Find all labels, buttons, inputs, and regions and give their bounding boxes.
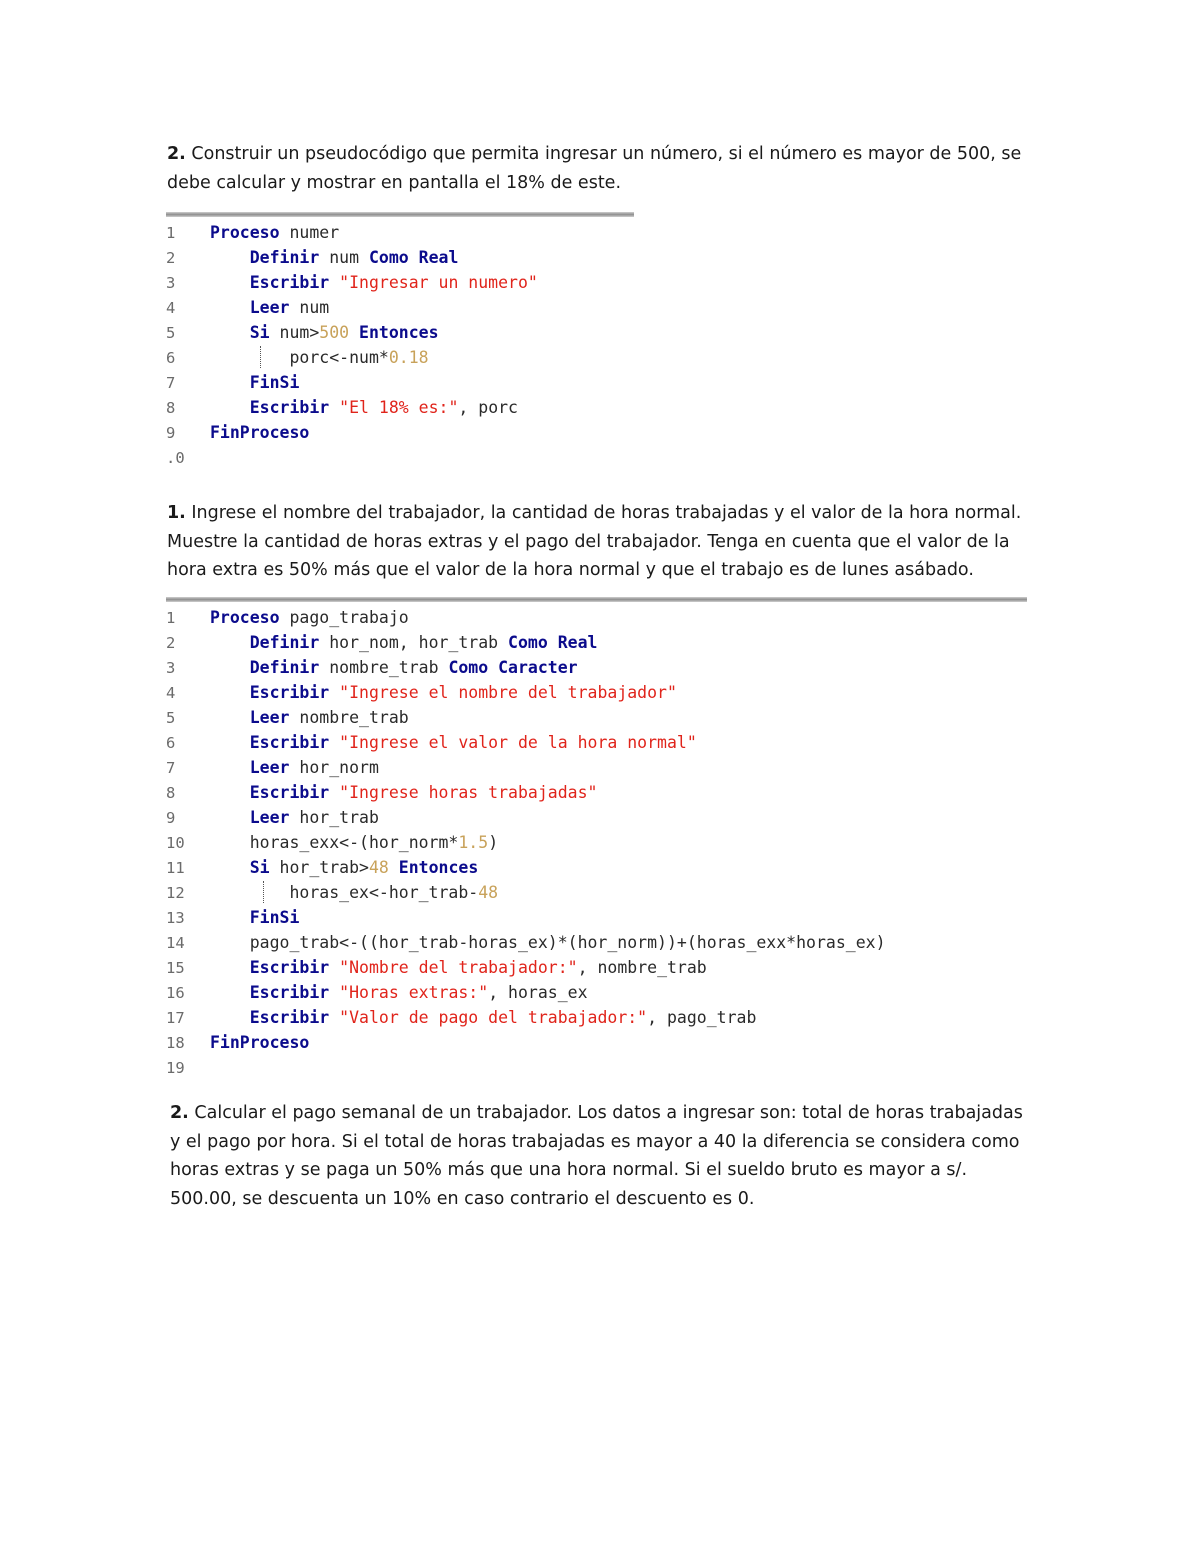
code-block-top-border (166, 212, 634, 217)
line-number: 4 (166, 299, 176, 317)
indent-guide (263, 881, 264, 903)
code-text: ) (488, 833, 499, 852)
code-keyword: Proceso (210, 608, 280, 627)
code-text: , nombre_trab (577, 958, 707, 977)
line-number: 14 (166, 934, 185, 952)
code-line (166, 680, 1027, 705)
code-string: "El 18% es:" (339, 398, 459, 417)
code-keyword: Leer (249, 808, 290, 827)
line-number: 9 (166, 424, 176, 442)
code-text: numer (279, 223, 340, 242)
code-keyword: Proceso (210, 223, 280, 242)
code-string: "Valor de pago del trabajador:" (339, 1008, 648, 1027)
code-keyword: Leer (249, 758, 290, 777)
code-line (166, 420, 634, 445)
code-line (166, 605, 1027, 630)
code-text (210, 858, 250, 877)
exercise-number: 1. (167, 503, 186, 523)
code-text (210, 983, 250, 1002)
code-line (166, 730, 1027, 755)
code-block-pago-trabajo (166, 597, 1027, 1080)
code-keyword: FinSi (249, 373, 300, 392)
line-number: 15 (166, 959, 185, 977)
code-line (166, 1005, 1027, 1030)
code-line (166, 345, 634, 370)
line-number: 10 (166, 834, 185, 852)
line-number: 18 (166, 1034, 185, 1052)
code-keyword: Si (249, 323, 270, 342)
code-line (166, 980, 1027, 1005)
code-line (166, 445, 634, 470)
code-line (166, 245, 634, 270)
code-keyword: Escribir (249, 783, 330, 802)
code-text: pago_trabajo (279, 608, 409, 627)
exercise-2b-statement (170, 1099, 1032, 1213)
code-text: hor_trab (289, 808, 379, 827)
indent-guide (260, 346, 261, 368)
line-number: 8 (166, 399, 176, 417)
code-line (166, 395, 634, 420)
code-keyword: Escribir (249, 958, 330, 977)
code-line (166, 780, 1027, 805)
exercise-text: Construir un pseudocódigo que permita ingresar un número, si el número es mayor de 500, se debe calcular y mostrar en pantalla el 18% de este. (167, 144, 1022, 193)
code-number: 48 (478, 883, 499, 902)
line-number: 12 (166, 884, 185, 902)
code-line (166, 655, 1027, 680)
code-text (210, 883, 289, 902)
code-line (166, 830, 1027, 855)
code-text (210, 373, 250, 392)
code-text (210, 708, 250, 727)
line-number: 9 (166, 809, 176, 827)
line-number: 16 (166, 984, 185, 1002)
code-text (210, 248, 250, 267)
exercise-number: 2. (167, 144, 186, 164)
line-number: .0 (166, 449, 185, 467)
code-line (166, 755, 1027, 780)
code-keyword: Escribir (249, 273, 330, 292)
code-line (166, 270, 634, 295)
code-text: nombre_trab (289, 708, 409, 727)
code-text (210, 783, 250, 802)
code-text (210, 683, 250, 702)
line-number: 2 (166, 634, 176, 652)
code-text (210, 908, 250, 927)
code-keyword: Escribir (249, 398, 330, 417)
code-keyword: Como Caracter (448, 658, 578, 677)
code-text (210, 733, 250, 752)
code-text (210, 658, 250, 677)
code-string: "Ingrese horas trabajadas" (339, 783, 598, 802)
code-text: hor_trab> (269, 858, 369, 877)
line-number: 5 (166, 324, 176, 342)
exercise-number: 2. (170, 1103, 189, 1123)
code-line (166, 220, 634, 245)
line-number: 3 (166, 659, 176, 677)
code-text (329, 273, 339, 292)
code-text (210, 833, 250, 852)
code-text (210, 633, 250, 652)
code-text (329, 733, 339, 752)
line-number: 4 (166, 684, 176, 702)
code-line (166, 630, 1027, 655)
exercise-text: Ingrese el nombre del trabajador, la cantidad de horas trabajadas y el valor de la hora normal. Muestre la cantidad de horas extras y el pago del trabajador. Tenga en cuenta que el valor de la hora extra es 50% más que el valor de la hora normal y que el trabajo es de lunes asábado. (167, 503, 1022, 580)
code-number: 0.18 (388, 348, 429, 367)
code-text: pago_trab<-((hor_trab-horas_ex)*(hor_norm))+(horas_exx*horas_ex) (249, 933, 886, 952)
code-lines (166, 605, 1027, 1080)
code-text (210, 808, 250, 827)
code-text: num (319, 248, 369, 267)
code-text (329, 398, 339, 417)
code-text (210, 958, 250, 977)
line-number: 3 (166, 274, 176, 292)
code-string: "Nombre del trabajador:" (339, 958, 578, 977)
code-text (210, 348, 289, 367)
code-text: hor_nom, hor_trab (319, 633, 509, 652)
code-text (329, 958, 339, 977)
code-text (210, 1008, 250, 1027)
code-text (210, 298, 250, 317)
line-number: 5 (166, 709, 176, 727)
line-number: 1 (166, 224, 176, 242)
code-line (166, 705, 1027, 730)
code-line (166, 855, 1027, 880)
code-string: "Ingrese el nombre del trabajador" (339, 683, 677, 702)
code-line (166, 295, 634, 320)
line-number: 2 (166, 249, 176, 267)
code-keyword: Como Real (508, 633, 598, 652)
code-text: horas_exx<-(hor_norm* (249, 833, 459, 852)
line-number: 6 (166, 734, 176, 752)
code-text (349, 323, 359, 342)
code-lines (166, 220, 634, 470)
code-line (166, 880, 1027, 905)
code-text: porc<-num* (289, 348, 389, 367)
code-text (210, 933, 250, 952)
code-text: hor_norm (289, 758, 379, 777)
code-keyword: Escribir (249, 733, 330, 752)
code-text (210, 758, 250, 777)
code-string: "Horas extras:" (339, 983, 489, 1002)
code-keyword: Escribir (249, 1008, 330, 1027)
code-line (166, 905, 1027, 930)
code-line (166, 320, 634, 345)
exercise-1-statement (167, 499, 1037, 585)
line-number: 11 (166, 859, 185, 877)
line-number: 17 (166, 1009, 185, 1027)
code-block-numer (166, 212, 634, 470)
code-text (329, 1008, 339, 1027)
code-text (210, 323, 250, 342)
code-keyword: Definir (249, 633, 320, 652)
line-number: 8 (166, 784, 176, 802)
code-keyword: Leer (249, 708, 290, 727)
code-keyword: Entonces (398, 858, 479, 877)
code-line (166, 805, 1027, 830)
code-text: nombre_trab (319, 658, 449, 677)
code-keyword: FinProceso (210, 423, 310, 442)
code-text: num (289, 298, 330, 317)
code-number: 500 (319, 323, 350, 342)
line-number: 7 (166, 759, 176, 777)
code-keyword: Leer (249, 298, 290, 317)
code-text (329, 683, 339, 702)
code-text: , horas_ex (488, 983, 588, 1002)
code-keyword: Como Real (368, 248, 459, 267)
code-keyword: Si (249, 858, 270, 877)
code-number: 1.5 (458, 833, 489, 852)
code-line (166, 370, 634, 395)
code-keyword: Definir (249, 248, 320, 267)
exercise-2-statement (167, 140, 1037, 197)
line-number: 13 (166, 909, 185, 927)
exercise-text: Calcular el pago semanal de un trabajador. Los datos a ingresar son: total de horas trabajadas y el pago por hora. Si el total de horas trabajadas es mayor a 40 la diferencia se considera como horas extras y se paga un 50% más que una hora normal. Si el sueldo bruto es mayor a s/. 500.00, se descuenta un 10% en caso contrario el descuento es 0. (170, 1103, 1023, 1209)
code-text: , porc (458, 398, 518, 417)
code-keyword: FinProceso (210, 1033, 310, 1052)
code-block-top-border (166, 597, 1027, 602)
code-keyword: Escribir (249, 683, 330, 702)
code-text: horas_ex<-hor_trab- (289, 883, 479, 902)
code-text: , pago_trab (647, 1008, 757, 1027)
code-text: num> (269, 323, 320, 342)
line-number: 7 (166, 374, 176, 392)
code-line (166, 955, 1027, 980)
code-text (210, 398, 250, 417)
code-text (210, 273, 250, 292)
code-line (166, 930, 1027, 955)
code-keyword: Escribir (249, 983, 330, 1002)
code-line (166, 1030, 1027, 1055)
code-number: 48 (368, 858, 389, 877)
line-number: 1 (166, 609, 176, 627)
code-string: "Ingresar un numero" (339, 273, 538, 292)
code-keyword: FinSi (249, 908, 300, 927)
code-keyword: Entonces (359, 323, 439, 342)
code-text (329, 783, 339, 802)
code-string: "Ingrese el valor de la hora normal" (339, 733, 697, 752)
line-number: 19 (166, 1059, 185, 1077)
code-line (166, 1055, 1027, 1080)
line-number: 6 (166, 349, 176, 367)
code-text (389, 858, 399, 877)
code-text (329, 983, 339, 1002)
code-keyword: Definir (249, 658, 320, 677)
